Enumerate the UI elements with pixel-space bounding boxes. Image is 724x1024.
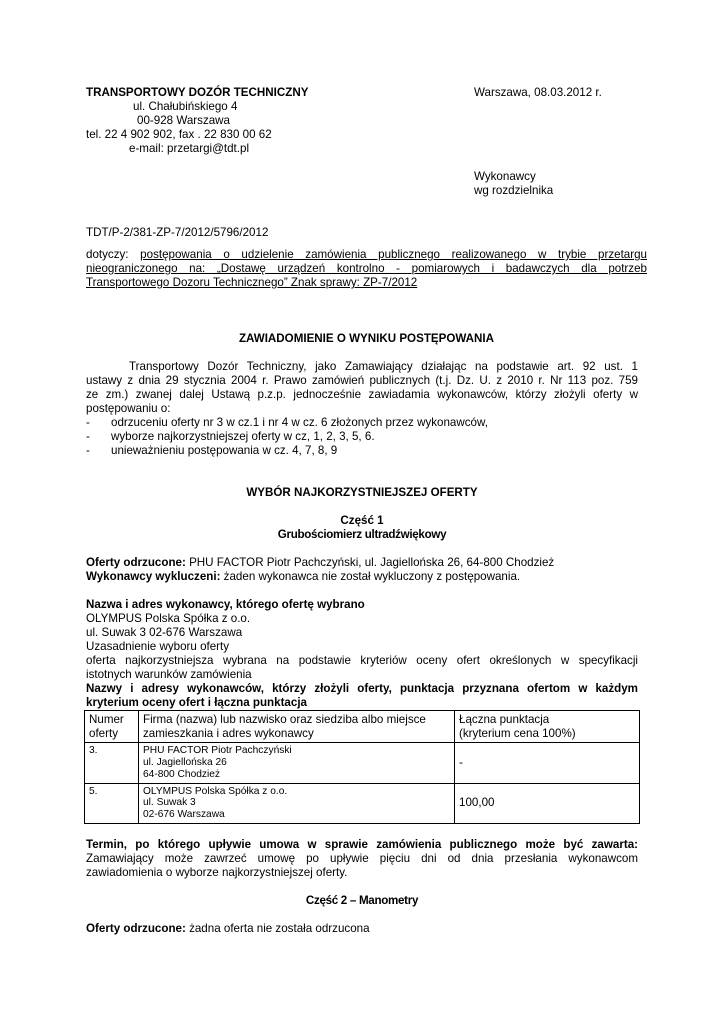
justification-line1: oferta najkorzystniejsza wybrana na podstawie kryteriów oceny ofert określonych w specyfikacji (86, 654, 638, 667)
table-title-line1: Nazwy i adresy wykonawców, którzy złożyli oferty, punktacja przyznana ofertom w każdym (86, 682, 638, 695)
offer-firm (139, 743, 455, 783)
bullet-item-1: odrzuceniu oferty nr 3 w cz.1 i nr 4 w cz. 6 złożonych przez wykonawców, (111, 416, 488, 429)
org-city: 00-928 Warszawa (137, 114, 231, 127)
justification-line2: istotnych warunków zamówienia (86, 668, 252, 681)
header-score-line1: Łączna punktacja (459, 713, 550, 726)
firm-city: 02-676 Warszawa (143, 809, 225, 821)
offer-firm (139, 783, 455, 823)
bullet-dash: - (86, 416, 90, 429)
table-header-row (85, 711, 640, 743)
firm-street: ul. Jagiellońska 26 (143, 756, 227, 768)
org-street: ul. Chałubińskiego 4 (133, 100, 238, 113)
chosen-name: OLYMPUS Polska Spółka z o.o. (86, 612, 251, 625)
subject-line1 (86, 248, 647, 262)
header-cell-firm (139, 711, 455, 743)
org-name: TRANSPORTOWY DOZÓR TECHNICZNY (86, 86, 309, 99)
intro-line3: ze zm.) zwanej dalej Ustawą p.z.p. jednocześnie zawiadamia wykonawców, którzy złożyli oferty w (86, 388, 638, 401)
org-email: e-mail: przetargi@tdt.pl (129, 142, 250, 155)
deadline-line2: zawiadomienia o wyborze najkorzystniejszej oferty. (86, 866, 348, 879)
chosen-address: ul. Suwak 3 02-676 Warszawa (86, 626, 243, 639)
table-row (85, 783, 640, 823)
recipient-line1: Wykonawcy (474, 170, 536, 183)
header-score-line2: (kryterium cena 100%) (459, 726, 576, 740)
deadline-line1: Zamawiający może zawrzeć umowę po upływie pięciu dni od dnia przesłania wykonawcom (86, 852, 638, 865)
subject-label: dotyczy: (86, 248, 129, 261)
offers-table (84, 710, 640, 824)
firm-city: 64-800 Chodzież (143, 768, 221, 780)
subject-line2: nieograniczonego na: „Dostawę urządzeń kontrolno - pomiarowych i badawczych dla potrzeb (86, 262, 647, 275)
excluded-text: żaden wykonawca nie został wykluczony z postępowania. (220, 570, 521, 583)
header-firm-line1: Firma (nazwa) lub nazwisko oraz siedziba albo miejsce (143, 713, 426, 726)
header-cell-number (85, 711, 139, 743)
offer-score: 100,00 (455, 783, 640, 823)
subject-line3: Transportowego Dozoru Technicznego” Znak sprawy: ZP-7/2012 (86, 276, 418, 289)
firm-street: ul. Suwak 3 (143, 797, 196, 809)
offer-score: - (455, 743, 640, 783)
reference-number: TDT/P-2/381-ZP-7/2012/5796/2012 (86, 226, 269, 239)
notice-title: ZAWIADOMIENIE O WYNIKU POSTĘPOWANIA (238, 332, 495, 345)
bullet-item-3: unieważnieniu postępowania w cz. 4, 7, 8, 9 (111, 444, 338, 457)
part1-subheading: Grubościomierz ultradźwiękowy (277, 528, 447, 541)
header-firm-line2: zamieszkania i adres wykonawcy (143, 726, 314, 740)
recipient-line2: wg rozdzielnika (474, 184, 554, 197)
header-number-line1: Numer (89, 713, 124, 726)
part1-excluded (86, 570, 520, 584)
header-number-line2: oferty (89, 726, 118, 740)
rejected-text: PHU FACTOR Piotr Pachczyński, ul. Jagiellońska 26, 64-800 Chodzież (185, 556, 555, 569)
firm-name: OLYMPUS Polska Spółka z o.o. (143, 785, 288, 797)
bullet-dash: - (86, 430, 90, 443)
firm-name: PHU FACTOR Piotr Pachczyński (143, 745, 292, 757)
bullet-dash: - (86, 444, 90, 457)
intro-line4: postępowaniu o: (86, 402, 171, 415)
section-title: WYBÓR NAJKORZYSTNIEJSZEJ OFERTY (246, 486, 478, 499)
part2-rejected-label: Oferty odrzucone: (86, 922, 186, 935)
subject-text-1: postępowania o udzielenie zamówienia publicznego realizowanego w trybie przetargu (140, 248, 647, 261)
part2-rejected (86, 922, 370, 936)
header-cell-score (455, 711, 640, 743)
part2-rejected-text: żadna oferta nie została odrzucona (185, 922, 370, 935)
offer-number: 5. (85, 783, 139, 823)
part2-heading: Część 2 – Manometry (305, 894, 419, 907)
offer-number: 3. (85, 743, 139, 783)
place-date: Warszawa, 08.03.2012 r. (474, 86, 602, 99)
justification-label: Uzasadnienie wyboru oferty (86, 640, 230, 653)
intro-line1: Transportowy Dozór Techniczny, jako Zamawiający działając na podstawie art. 92 ust. 1 (129, 360, 638, 373)
intro-line2: ustawy z dnia 29 stycznia 2004 r. Prawo zamówień publicznych (t.j. Dz. U. z 2010 r. Nr 113 poz. 759 (86, 374, 638, 387)
chosen-label: Nazwa i adres wykonawcy, którego ofertę wybrano (86, 598, 365, 611)
bullet-item-2: wyborze najkorzystniejszej oferty w cz, 1, 2, 3, 5, 6. (111, 430, 375, 443)
table-row (85, 743, 640, 783)
rejected-label: Oferty odrzucone: (86, 556, 186, 569)
part1-rejected (86, 556, 554, 570)
excluded-label: Wykonawcy wykluczeni: (86, 570, 221, 583)
org-phone: tel. 22 4 902 902, fax . 22 830 00 62 (86, 128, 272, 141)
table-title-line2: kryterium oceny ofert i łączna punktacja (86, 696, 308, 709)
part1-heading: Część 1 (340, 514, 384, 527)
deadline-title: Termin, po którego upływie umowa w sprawie zamówienia publicznego może być zawarta: (86, 838, 638, 851)
